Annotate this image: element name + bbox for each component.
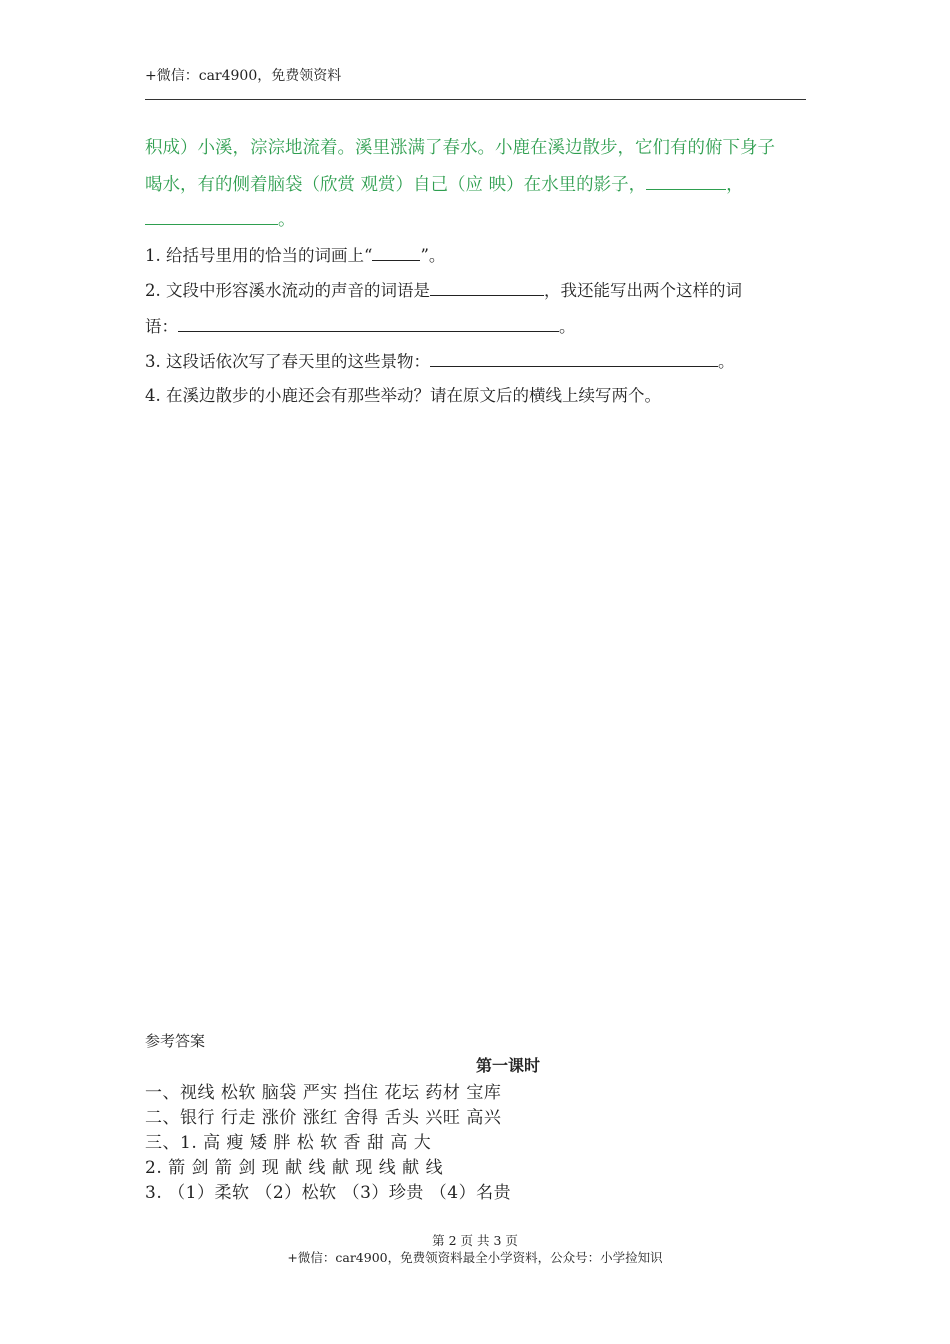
question-2-line-2 [145,313,576,337]
passage-line-1: 积成）小溪，淙淙地流着。溪里涨满了春水。小鹿在溪边散步，它们有的俯下身子 [145,138,775,158]
question-3 [145,348,735,372]
answer-line-1: 一、视线 松软 脑袋 严实 挡住 花坛 药材 宝库 [145,1083,502,1103]
question-2-cont: ，我还能写出两个这样的词 [544,281,742,300]
answers-title: 第一课时 [476,1056,541,1075]
passage-line-3 [145,206,296,231]
question-1 [145,242,445,266]
answer-blank[interactable] [145,223,278,225]
answer-blank[interactable] [178,330,559,332]
answer-blank[interactable] [372,259,420,261]
answer-blank[interactable] [430,294,544,296]
question-2 [145,277,742,301]
header-divider [145,99,806,100]
answer-line-5: 3. （1）柔软 （2）松软 （3）珍贵 （4）名贵 [145,1183,512,1203]
question-2-text: 2. 文段中形容溪水流动的声音的词语是 [145,281,430,300]
question-2-end: 。 [559,317,576,336]
question-3-text: 3. 这段话依次写了春天里的这些景物： [145,352,430,371]
passage-line-2 [145,171,744,196]
question-3-end: 。 [718,352,735,371]
passage-line-2-text: 喝水，有的侧着脑袋（欣赏 观赏）自己（应 映）在水里的影子， [145,175,647,195]
answers-label: 参考答案 [145,1032,206,1050]
passage-end: 。 [278,210,296,230]
answer-blank[interactable] [646,188,726,190]
question-1-end: ”。 [420,246,446,265]
answer-line-2: 二、银行 行走 涨价 涨红 舍得 舌头 兴旺 高兴 [145,1108,502,1128]
question-2-prefix: 语： [145,317,178,336]
answer-blank[interactable] [430,365,718,367]
header-text: +微信：car4900，免费领资料 [145,68,342,84]
answer-line-4: 2. 箭 剑 箭 剑 现 献 线 献 现 线 献 线 [145,1158,444,1178]
question-1-text: 1. 给括号里用的恰当的词画上“ [145,246,373,265]
page-number: 第 2 页 共 3 页 [432,1233,518,1248]
question-4: 4. 在溪边散步的小鹿还会有那些举动？请在原文后的横线上续写两个。 [145,386,661,405]
answer-line-3: 三、1. 高 瘦 矮 胖 松 软 香 甜 高 大 [145,1133,432,1153]
footer-note: +微信：car4900，免费领资料最全小学资料，公众号：小学捡知识 [287,1250,663,1265]
passage-comma: ， [726,175,744,195]
